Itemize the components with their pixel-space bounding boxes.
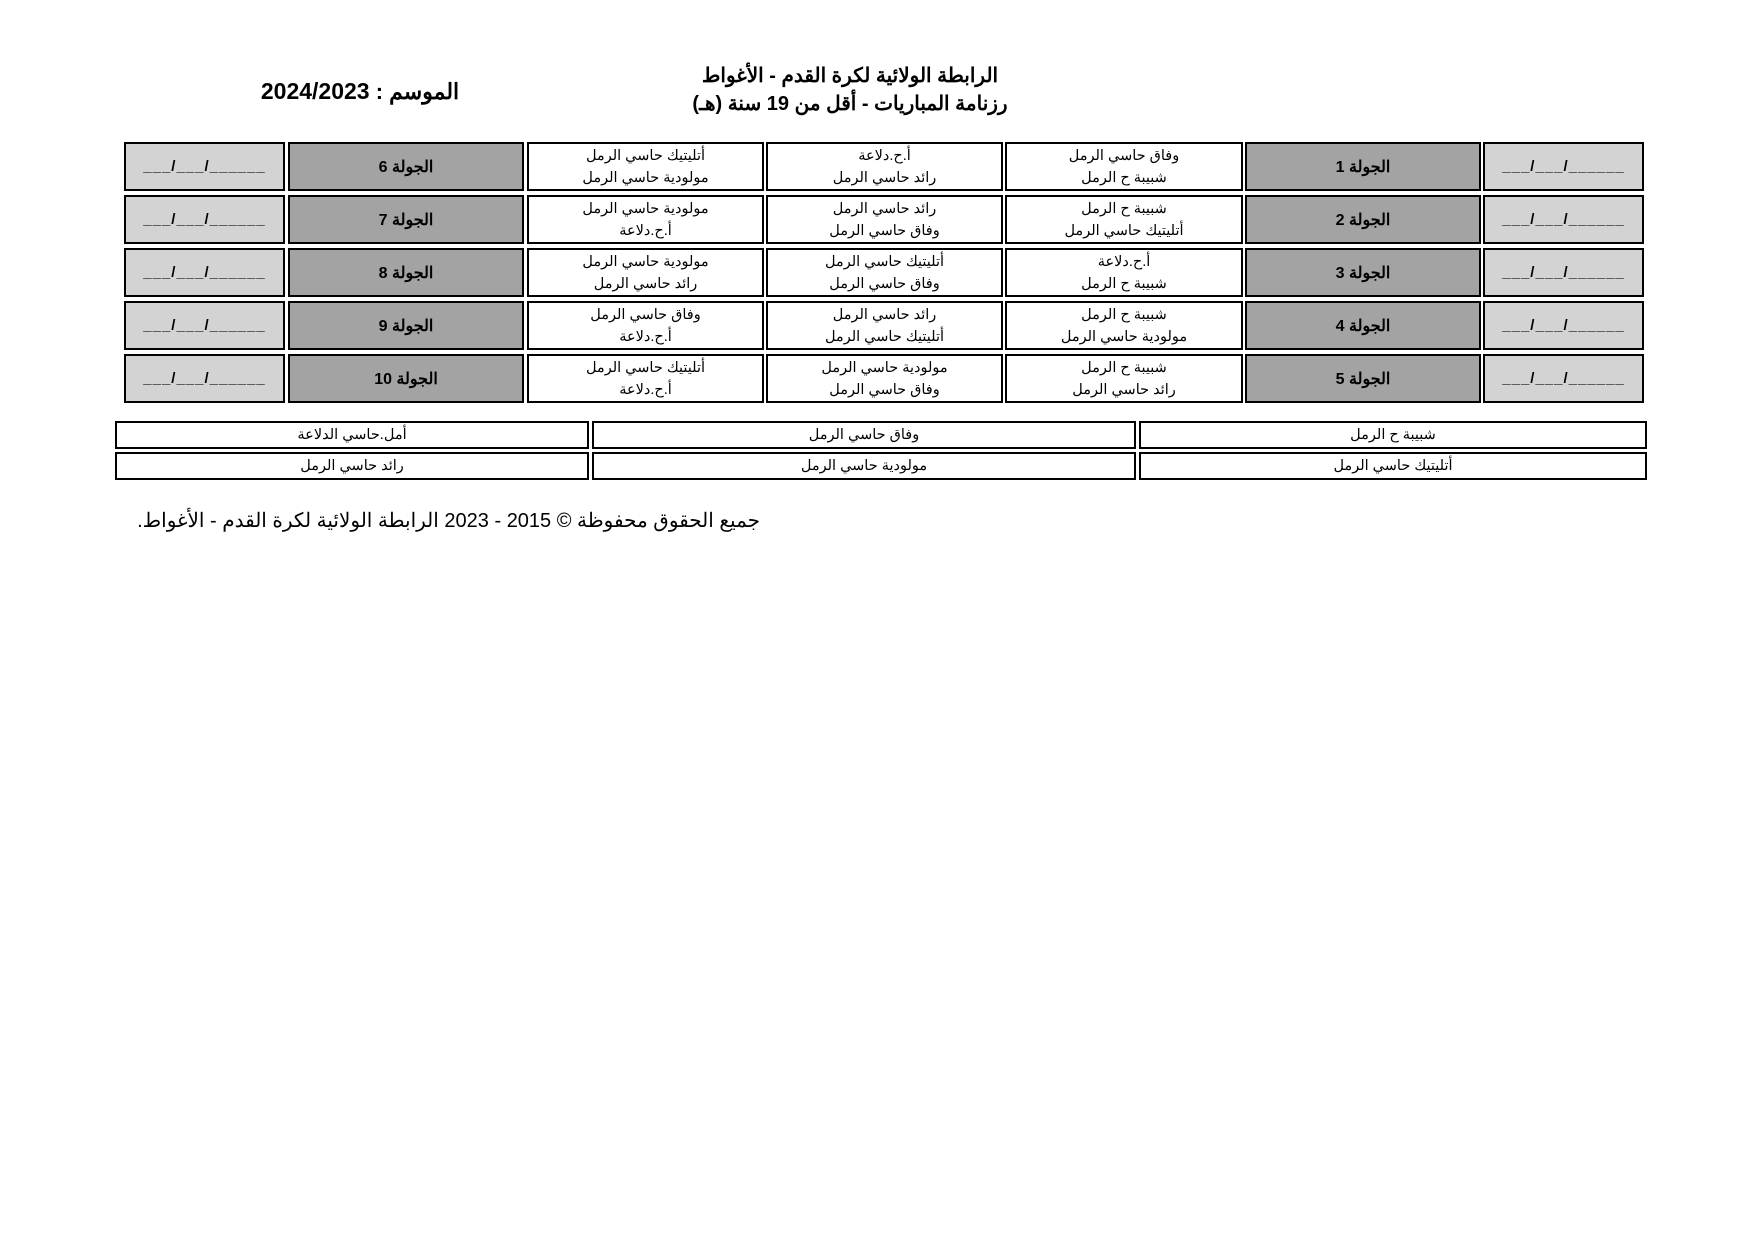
round-label: الجولة 5 [1245, 354, 1481, 403]
away-team: رائد حاسي الرمل [1072, 381, 1176, 398]
away-team: رائد حاسي الرمل [832, 169, 937, 186]
round-label: الجولة 10 [288, 354, 524, 403]
home-team: أتليتيك حاسي الرمل [824, 253, 945, 270]
team-name: رائد حاسي الرمل [115, 452, 589, 480]
away-team: مولودية حاسي الرمل [1060, 328, 1188, 345]
home-team: وفاق حاسي الرمل [590, 306, 701, 323]
match-cell [1005, 195, 1243, 244]
copyright-footer: جميع الحقوق محفوظة © 2015 - 2023 الرابطة الولائية لكرة القدم - الأغواط. [137, 510, 760, 532]
home-team: رائد حاسي الرمل [832, 306, 937, 323]
home-team: شبيبة ح الرمل [1081, 306, 1167, 323]
team-name: مولودية حاسي الرمل [592, 452, 1136, 480]
home-team: شبيبة ح الرمل [1081, 200, 1167, 217]
team-name: أمل.حاسي الدلاعة [115, 421, 589, 449]
away-team: مولودية حاسي الرمل [582, 169, 709, 186]
home-team: شبيبة ح الرمل [1081, 359, 1167, 376]
home-team: مولودية حاسي الرمل [582, 253, 709, 270]
away-team: وفاق حاسي الرمل [829, 381, 940, 398]
home-team: أتليتيك حاسي الرمل [585, 359, 706, 376]
home-team: مولودية حاسي الرمل [582, 200, 709, 217]
away-team: أتليتيك حاسي الرمل [1064, 222, 1184, 239]
season-value: 2024/2023 [260, 78, 370, 104]
match-cell [1005, 301, 1243, 350]
date-field[interactable]: ___/___/______ [124, 195, 285, 244]
match-cell [1005, 248, 1243, 297]
date-field[interactable]: ___/___/______ [1483, 195, 1644, 244]
match-cell [527, 195, 764, 244]
round-label: الجولة 6 [288, 142, 524, 191]
date-field[interactable]: ___/___/______ [124, 248, 285, 297]
match-cell [1005, 354, 1243, 403]
home-team: رائد حاسي الرمل [832, 200, 937, 217]
match-cell [1005, 142, 1243, 191]
date-field[interactable]: ___/___/______ [124, 142, 285, 191]
match-cell [527, 354, 764, 403]
team-name: شبيبة ح الرمل [1139, 421, 1647, 449]
date-field[interactable]: ___/___/______ [1483, 248, 1644, 297]
away-team: رائد حاسي الرمل [593, 275, 698, 292]
away-team: أ.ح.دلاعة [619, 381, 672, 398]
away-team: وفاق حاسي الرمل [829, 275, 940, 292]
round-label: الجولة 9 [288, 301, 524, 350]
home-team: مولودية حاسي الرمل [821, 359, 948, 376]
away-team: شبيبة ح الرمل [1081, 169, 1167, 186]
team-name: أتليتيك حاسي الرمل [1139, 452, 1647, 480]
match-cell [766, 195, 1003, 244]
round-label: الجولة 4 [1245, 301, 1481, 350]
league-name: الرابطة الولائية لكرة القدم - الأغواط [701, 65, 999, 87]
home-team: أتليتيك حاسي الرمل [585, 147, 706, 164]
away-team: أتليتيك حاسي الرمل [824, 328, 945, 345]
round-label: الجولة 8 [288, 248, 524, 297]
match-cell [766, 301, 1003, 350]
match-cell [766, 354, 1003, 403]
date-field[interactable]: ___/___/______ [1483, 142, 1644, 191]
home-team: أ.ح.دلاعة [1097, 253, 1151, 270]
season-label: الموسم : [375, 79, 460, 104]
date-field[interactable]: ___/___/______ [124, 301, 285, 350]
calendar-title: رزنامة المباريات - أقل من 19 سنة (هـ) [692, 93, 1008, 115]
away-team: وفاق حاسي الرمل [829, 222, 940, 239]
team-name: وفاق حاسي الرمل [592, 421, 1136, 449]
match-cell [527, 248, 764, 297]
home-team: وفاق حاسي الرمل [1068, 147, 1180, 164]
document-title [640, 62, 1060, 118]
date-field[interactable]: ___/___/______ [1483, 354, 1644, 403]
round-label: الجولة 2 [1245, 195, 1481, 244]
match-cell [527, 142, 764, 191]
away-team: أ.ح.دلاعة [619, 328, 672, 345]
date-field[interactable]: ___/___/______ [124, 354, 285, 403]
round-label: الجولة 7 [288, 195, 524, 244]
match-cell [766, 248, 1003, 297]
home-team: أ.ح.دلاعة [858, 147, 911, 164]
date-field[interactable]: ___/___/______ [1483, 301, 1644, 350]
round-label: الجولة 3 [1245, 248, 1481, 297]
match-cell [766, 142, 1003, 191]
season-info [200, 78, 520, 105]
away-team: شبيبة ح الرمل [1081, 275, 1167, 292]
away-team: أ.ح.دلاعة [619, 222, 672, 239]
round-label: الجولة 1 [1245, 142, 1481, 191]
match-cell [527, 301, 764, 350]
